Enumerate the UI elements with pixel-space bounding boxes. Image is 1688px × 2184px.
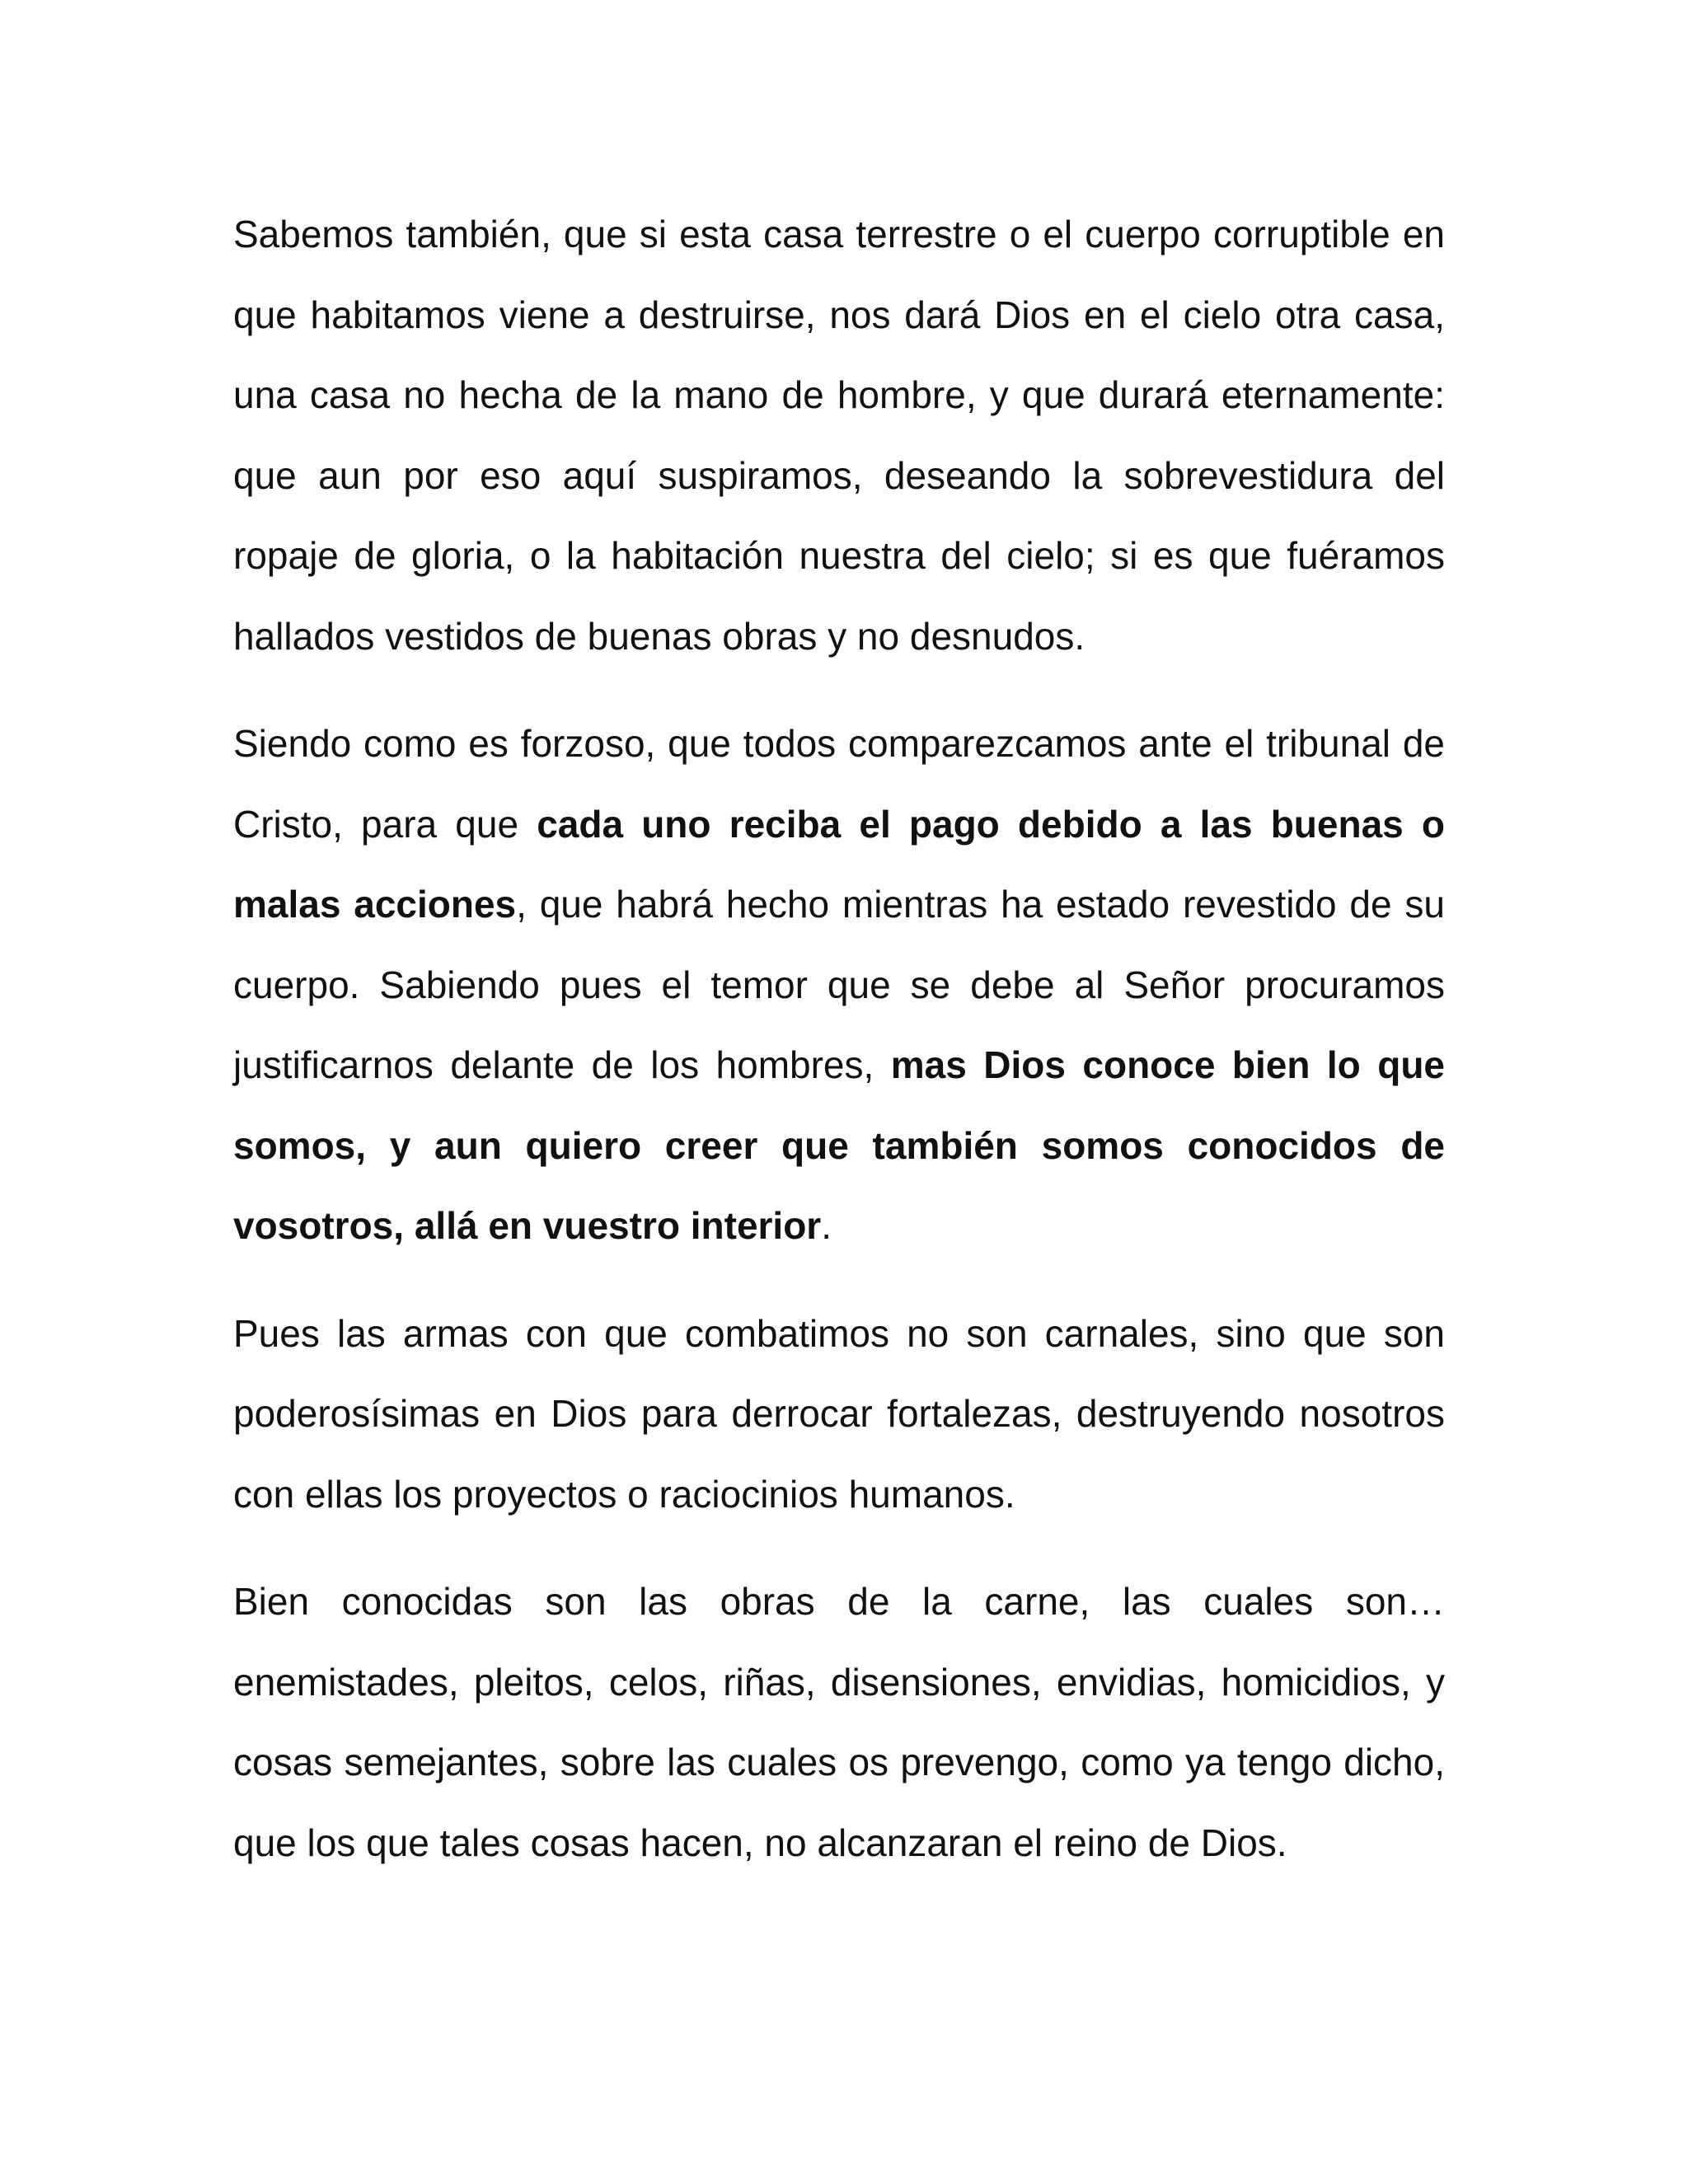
paragraph-4-text: Bien conocidas son las obras de la carne, las cuales son… enemistades, pleitos, celos, riñas, disensiones, envidias, homicidios, y cosas semejantes, sobre las cuales os prevengo, como ya tengo dicho, que los que tales cosas hacen, no alcanzaran el reino de Dios.	[233, 1580, 1445, 1864]
paragraph-2-bold-phrase-2: mas Dios conoce bien lo que somos, y aun quiero creer que también somos conocidos de vosotros, allá en vuestro interior	[233, 1043, 1446, 1247]
paragraph-2	[233, 704, 1445, 1267]
document-page	[233, 194, 1445, 1883]
paragraph-2-text-part-2: , que habrá hecho mientras ha estado revestido de su cuerpo. Sabiendo pues el temor que se debe al Señor procuramos justificarnos delante de los hombres,	[233, 883, 1445, 1086]
paragraph-3-text: Pues las armas con que combatimos no son carnales, sino que son poderosísimas en Dios para derrocar fortalezas, destruyendo nosotros con ellas los proyectos o raciocinios humanos.	[233, 1311, 1445, 1516]
paragraph-2-bold-phrase-1: cada uno reciba el pago debido a las buenas o malas acciones	[233, 802, 1445, 926]
paragraph-1	[233, 194, 1445, 677]
paragraph-2-text-part-1: Siendo como es forzoso, que todos comparezcamos ante el tribunal de Cristo, para que	[233, 722, 1445, 846]
paragraph-4	[233, 1562, 1445, 1883]
paragraph-3	[233, 1294, 1445, 1535]
paragraph-2-text-part-3: .	[821, 1204, 832, 1247]
paragraph-1-text: Sabemos también, que si esta casa terrestre o el cuerpo corruptible en que habitamos viene a destruirse, nos dará Dios en el cielo otra casa, una casa no hecha de la mano de hombre, y que durará eternamente: que aun por eso aquí suspiramos, deseando la sobrevestidura del ropaje de gloria, o la habitación nuestra del cielo; si es que fuéramos hallados vestidos de buenas obras y no desnudos.	[233, 213, 1445, 658]
